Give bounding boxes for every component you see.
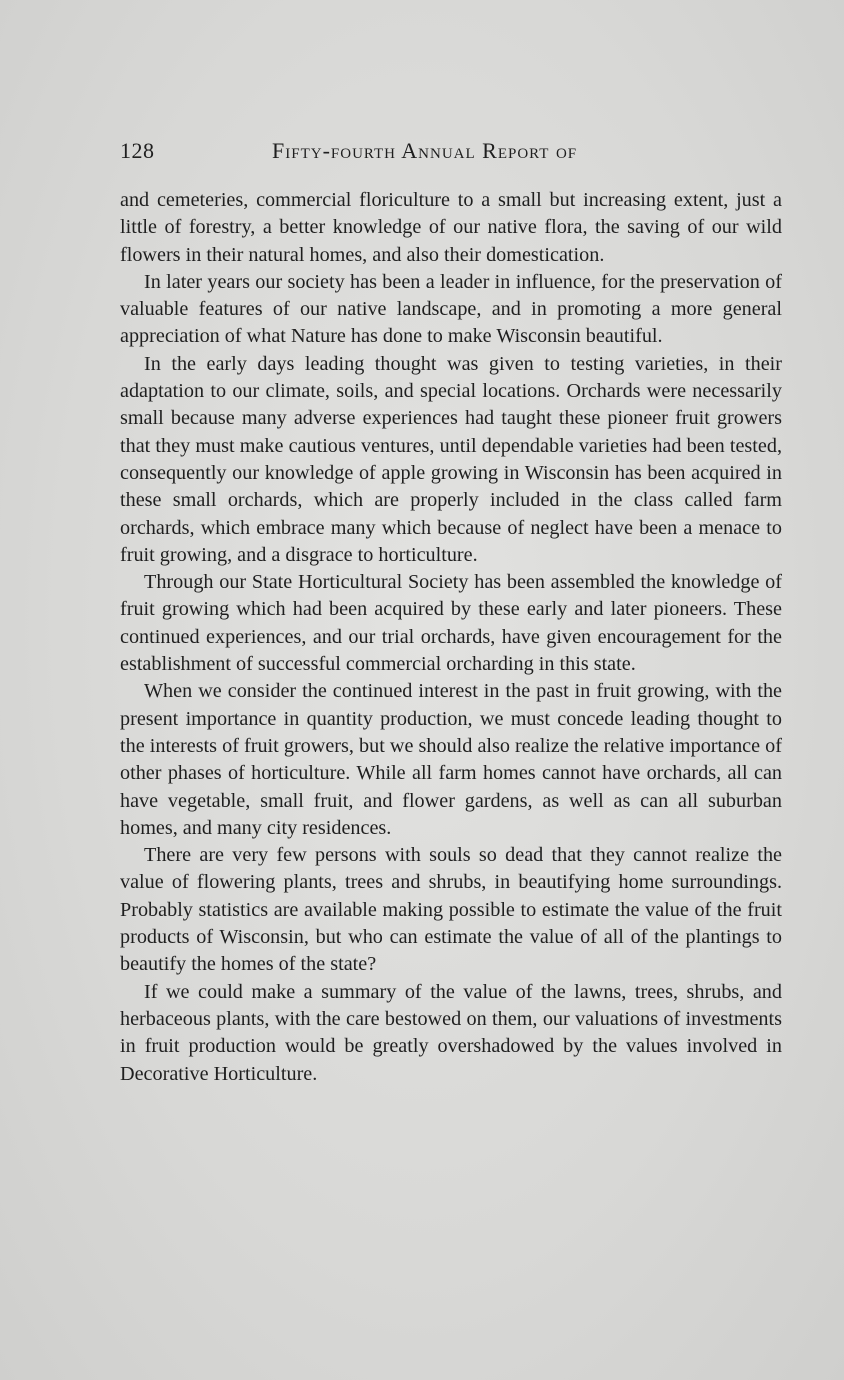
running-head: Fifty-fourth Annual Report of xyxy=(272,138,578,163)
page-header xyxy=(120,138,780,168)
body-text xyxy=(120,187,782,1088)
paragraph-3: In the early days leading thought was given to testing varieties, in their adaptation to our climate, soils, and special locations. Orchards were necessarily small because many adverse experiences had taught these pioneer fruit growers that they must make cautious ventures, until dependable varieties had been tested, consequently our knowledge of apple growing in Wisconsin has been acquired in these small orchards, which are properly included in the class called farm orchards, which embrace many which because of neglect have been a menace to fruit growing, and a disgrace to horticulture. xyxy=(120,352,782,566)
paragraph-6: There are very few persons with souls so dead that they cannot realize the value of flowering plants, trees and shrubs, in beautifying home surroundings. Probably statistics are available making possible to estimate the value of the fruit products of Wisconsin, but who can estimate the value of all of the plantings to beautify the homes of the state? xyxy=(120,844,782,976)
paragraph-4: Through our State Horticultural Society has been assembled the knowledge of fruit growing which had been acquired by these early and later pioneers. These continued experiences, and our trial orchards, have given encouragement for the establishment of successful commercial orcharding in this state. xyxy=(120,571,782,676)
paragraph-5: When we consider the continued interest in the past in fruit growing, with the present importance in quantity production, we must concede leading thought to the interests of fruit growers, but we should also realize the relative importance of other phases of horticulture. While all farm homes cannot have orchards, all can have vegetable, small fruit, and flower gardens, as well as can all suburban homes, and many city residences. xyxy=(120,680,782,839)
paragraph-1: and cemeteries, commercial floriculture to a small but increasing extent, just a little of forestry, a better knowledge of our native flora, the saving of our wild flowers in their natural homes, and also their domestication. xyxy=(120,189,782,266)
paragraph-7: If we could make a summary of the value of the lawns, trees, shrubs, and herbaceous plants, with the care bestowed on them, our valuations of investments in fruit production would be greatly overshadowed by the values involved in Decorative Horticulture. xyxy=(120,980,782,1085)
paragraph-2: In later years our society has been a leader in influence, for the preservation of valuable features of our native landscape, and in promoting a more general appreciation of what Nature has done to make Wisconsin beautiful. xyxy=(120,270,782,348)
page-number: 128 xyxy=(120,138,155,163)
